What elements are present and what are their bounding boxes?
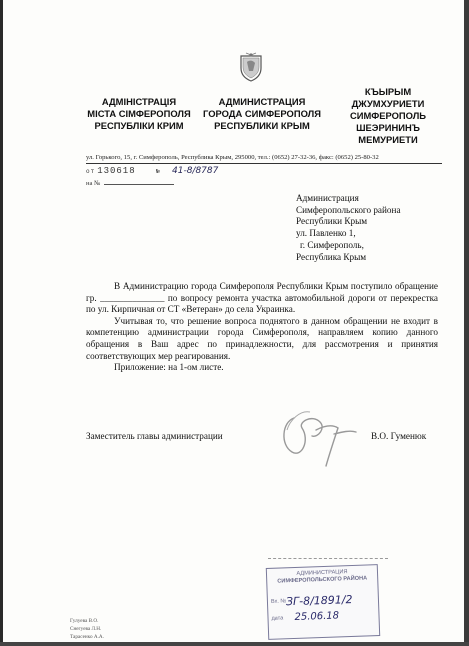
recipient-line: Республика Крым	[296, 251, 367, 262]
header-address: ул. Горького, 15, г. Симферополь, Республика Крым, 295000, тел.: (0652) 27-32-36, факс: (0652) 25-80-32	[86, 154, 379, 161]
org-name-crimean-tatar: КЪЫРЫМ ДЖУМХУРИЕТИ СИМФЕРОПОЛЬ ШЕЭРИНИНЪ МЕМУРИЕТИ	[349, 86, 427, 145]
registration-date: 130618	[97, 166, 136, 176]
stamp-date: 25.06.18	[294, 610, 340, 623]
stamp-number-label: Вх. №	[270, 598, 287, 605]
scan-left-edge	[0, 0, 3, 646]
scan-right-edge	[464, 0, 469, 646]
incoming-registration-stamp	[266, 564, 380, 640]
header-divider	[86, 163, 442, 164]
registration-date-row	[86, 166, 163, 176]
reference-prefix: на №	[86, 180, 101, 187]
body-paragraph: Учитывая то, что решение вопроса поднятого в данном обращении не входит в компетенцию администрации города Симферополя, направляем копию данного обращения в Ваш адрес по принадлежности, для рассмотрения и принятия соответствующих мер реагирования.	[86, 315, 438, 361]
recipient-block	[296, 193, 401, 263]
registration-number: 41-8/8787	[172, 166, 219, 176]
recipient-line: ул. Павленко 1,	[296, 228, 356, 239]
recipient-line: г. Симферополь,	[300, 239, 364, 250]
signatory-name: В.О. Гуменюк	[371, 431, 427, 441]
recipient-line: Республики Крым	[296, 216, 368, 227]
scan-bottom-edge	[0, 642, 469, 646]
reference-blank	[104, 184, 174, 185]
crimea-coat-of-arms-icon	[238, 52, 264, 82]
org-name-russian: АДМИНИСТРАЦИЯ ГОРОДА СИМФЕРОПОЛЯ РЕСПУБЛИКИ КРЫМ	[203, 96, 321, 131]
recipient-line: Администрация	[296, 193, 359, 203]
executors-list	[70, 617, 104, 641]
signatory-position: Заместитель главы администрации	[86, 431, 223, 441]
body-paragraph: В Администрацию города Симферополя Республики Крым поступило обращение гр. ______________ по вопросу ремонта участка автомобильной дороги от перекрестка по ул. Кирпичная от СТ «Ветеран» до села Украинка.	[86, 281, 438, 315]
letter-body	[86, 281, 438, 374]
stamp-fold-line	[268, 558, 388, 559]
date-prefix: от	[86, 168, 96, 175]
executor-name: Тарасенко А.А.	[70, 634, 104, 640]
body-paragraph: Приложение: на 1-ом листе.	[114, 362, 224, 373]
stamp-line: АДМИНИСТРАЦИЯ	[296, 569, 348, 577]
reference-row	[86, 180, 174, 187]
executor-name: Снегуева Л.Н.	[70, 626, 102, 632]
stamp-line: СИМФЕРОПОЛЬСКОГО РАЙОНА	[277, 574, 368, 585]
recipient-line: Симферопольского района	[296, 204, 401, 215]
handwritten-signature-icon	[272, 400, 362, 480]
stamp-date-label: дата	[271, 615, 284, 622]
executor-name: Гулуева В.О.	[70, 618, 99, 624]
number-prefix: №	[156, 168, 161, 175]
org-name-ukrainian: АДМІНІСТРАЦІЯ МІСТА СІМФЕРОПОЛЯ РЕСПУБЛІКИ КРИМ	[87, 96, 191, 131]
stamp-number: ЗГ-8/1891/2	[285, 592, 353, 609]
